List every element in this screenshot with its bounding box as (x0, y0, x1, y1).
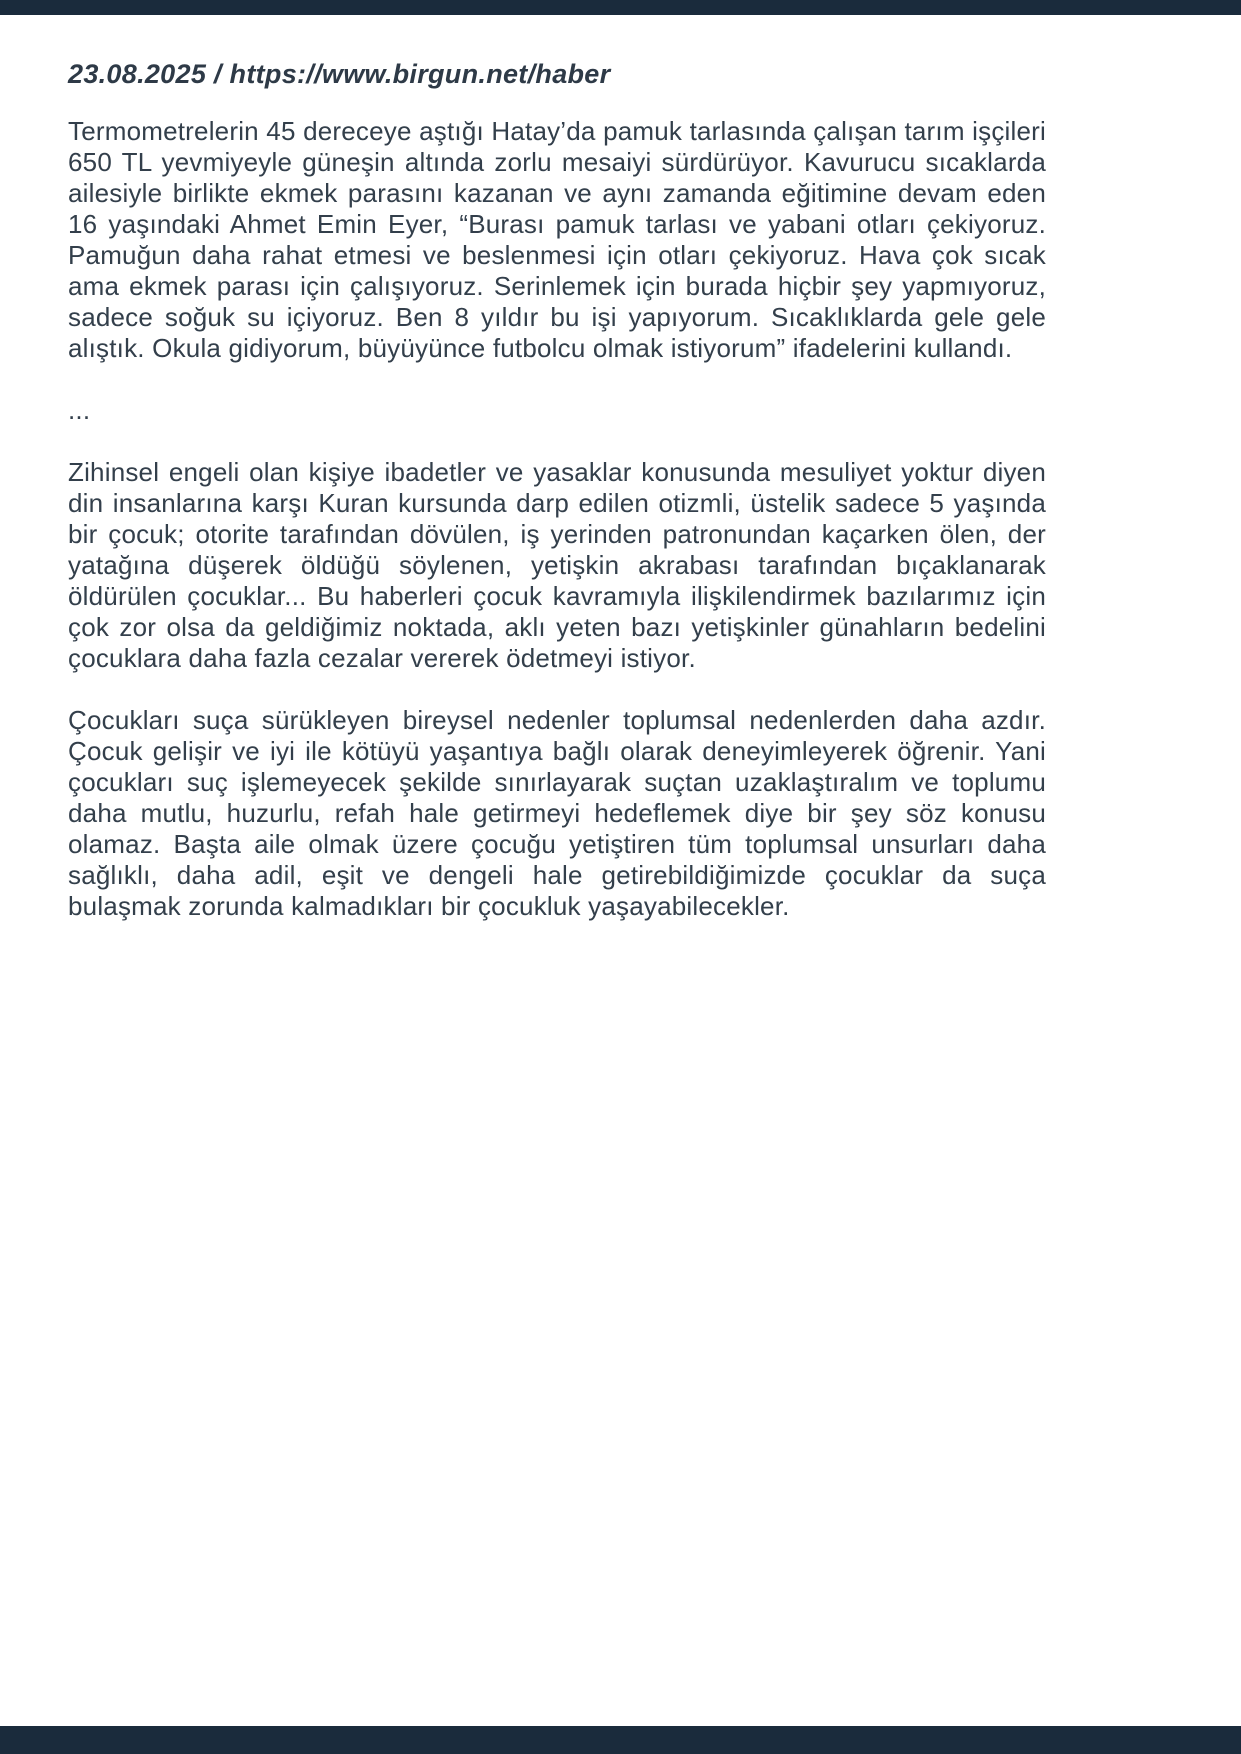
bottom-border-bar (0, 1726, 1241, 1754)
ellipsis-separator: ... (68, 395, 91, 425)
article-paragraph-1: Termometrelerin 45 dereceye aştığı Hatay’da pamuk tarlasında çalışan tarım işçileri 650 TL yevmiyeyle güneşin altında zorlu mesaiyi sürdürüyor. Kavurucu sıcaklarda ailesiyle birlikte ekmek parasını kazanan ve aynı zamanda eğitimine devam eden 16 yaşındaki Ahmet Emin Eyer, “Burası pamuk tarlası ve yabani otları çekiyoruz. Pamuğun daha rahat etmesi ve beslenmesi için otları çekiyoruz. Hava çok sıcak ama ekmek parası için çalışıyoruz. Serinlemek için burada hiçbir şey yapmıyoruz, sadece soğuk su içiyoruz. Ben 8 yıldır bu işi yapıyorum. Sıcaklıklarda gele gele alıştık. Okula gidiyorum, büyüyünce futbolcu olmak istiyorum” ifadelerini kullandı. (68, 116, 1046, 363)
article-source-line: 23.08.2025 / https://www.birgun.net/haber (68, 59, 611, 89)
top-border-bar (0, 0, 1241, 15)
article-paragraph-3: Çocukları suça sürükleyen bireysel nedenler toplumsal nedenlerden daha azdır. Çocuk gelişir ve iyi ile kötüyü yaşantıya bağlı olarak deneyimleyerek öğrenir. Yani çocukları suç işlemeyecek şekilde sınırlayarak suçtan uzaklaştıralım ve toplumu daha mutlu, huzurlu, refah hale getirmeyi hedeflemek diye bir şey söz konusu olamaz. Başta aile olmak üzere çocuğu yetiştiren tüm toplumsal unsurları daha sağlıklı, daha adil, eşit ve dengeli hale getirebildiğimizde çocuklar da suça bulaşmak zorunda kalmadıkları bir çocukluk yaşayabilecekler. (68, 705, 1046, 921)
article-content (68, 15, 1046, 953)
article-paragraph-2: Zihinsel engeli olan kişiye ibadetler ve yasaklar konusunda mesuliyet yoktur diyen din insanlarına karşı Kuran kursunda darp edilen otizmli, üstelik sadece 5 yaşında bir çocuk; otorite tarafından dövülen, iş yerinden patronundan kaçarken ölen, der yatağına düşerek öldüğü söylenen, yetişkin akrabası tarafından bıçaklanarak öldürülen çocuklar... Bu haberleri çocuk kavramıyla ilişkilendirmek bazılarımız için çok zor olsa da geldiğimiz noktada, aklı yeten bazı yetişkinler günahların bedelini çocuklara daha fazla cezalar vererek ödetmeyi istiyor. (68, 457, 1046, 673)
